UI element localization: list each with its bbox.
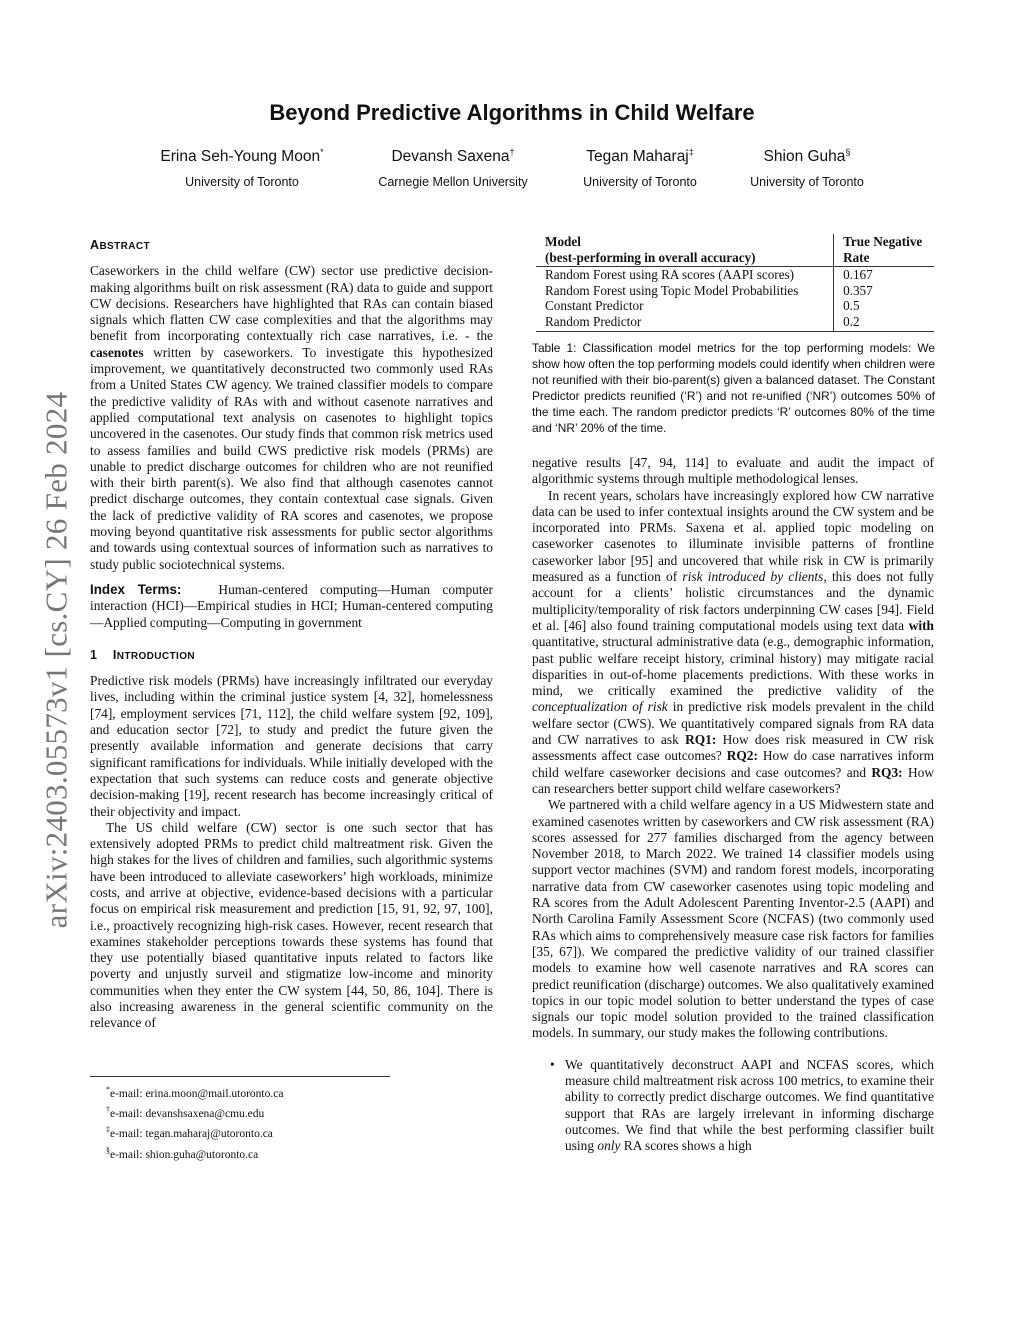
table-caption: Table 1: Classification model metrics for the top performing models: We show how often the top performing models could identify when children were not reunified with their bio-parent(s) given a balanced dataset. The Constant Predictor predicts reunified (‘R’) and not re-unified (‘NR’) outcomes 50% of the time each. The random predictor predicts ‘R’ outcomes 80% of the time and ‘NR’ 20% of the time. [532, 341, 935, 435]
right-paragraph-3: We partnered with a child welfare agency in a US Midwestern state and examined casenotes written by caseworkers and CW risk assessment (RA) scores assessed for 277 families discharged from the agency between November 2018, to March 2022. We trained 14 classifier models using support vector machines (SVM) and random forest models, incorporating narrative data from CW caseworker casenotes using topic modeling and RA scores from the Adult Adolescent Parenting Inventor-2.5 (AAPI) and North Carolina Family Assessment Score (NCFAS) (two commonly used RAs which aims to comprehensively measure case risk factors for families [35, 67]). We compared the predictive validity of our trained classifier models to examine how well casenote narratives and RA scores can predict reunification (discharge) outcomes. We also qualitatively examined topics in our topic model solution to better understand the types of case signals our topic model solution provided to the trained classification models. In summary, our study makes the following contributions. [532, 797, 934, 1041]
right-paragraph-2: In recent years, scholars have increasingly explored how CW narrative data can be used to infer contextual insights around the CW system and be incorporated into PRMs. Saxena et al. applied topic modeling on caseworker casenotes to illuminate invisible patterns of frontline caseworker labor [95] and uncovered that while risk in CW is primarily measured as a function of risk introduced by clients, this does not fully account for a clients’ holistic circumstances and the dynamic multiplicity/temporality of risk factors underpinning CW cases [94]. Field et al. [46] also found training computational models using text data with quantitative, structural administrative data (e.g., demographic information, past public welfare receipt history, criminal history) may mitigate racial disparities in out-of-home placements predictions. With these works in mind, we critically examined the predictive validity of the conceptualization of risk in predictive risk models prevalent in the child welfare sector (CWS). We quantitatively compared signals from RA data and CW narratives to ask RQ1: How does risk measured in CW risk assessments affect case outcomes? RQ2: How do case narratives inform child welfare caseworker decisions and case outcomes? and RQ3: How can researchers better support child welfare caseworkers? [532, 487, 934, 796]
intro-heading: 1 INTRODUCTION [90, 647, 196, 662]
table-row [536, 283, 934, 299]
table-row [536, 267, 934, 283]
author-name: Shion Guha§ [763, 147, 851, 166]
arxiv-identifier [30, 350, 82, 970]
table-header-model: Model (best-performing in overall accuracy) [536, 234, 834, 267]
author-name: Devansh Saxena† [391, 147, 515, 166]
table-cell-rate: 0.357 [834, 283, 934, 299]
table-header-row [536, 234, 934, 267]
author-affiliation: University of Toronto [750, 175, 864, 190]
abstract-text: Caseworkers in the child welfare (CW) sector use predictive decision-making algorithms built on risk assessment (RA) data to guide and support CW decisions. Researchers have highlighted that RAs can contain biased signals which flatten CW case complexities and that the algorithms may benefit from incorporating contextually rich case narratives, i.e. - the casenotes written by caseworkers. To investigate this hypothesized improvement, we quantitatively deconstructed two commonly used RAs from a United States CW agency. We trained classifier models to compare the predictive validity of RAs with and without casenote narratives and applied computational text analysis on casenotes to highlight topics uncovered in the casenotes. Our study finds that common risk metrics used to assess families and build CWS predictive risk models (PRMs) are unable to predict discharge outcomes for children who are not reunified with their birth parent(s). We also find that although casenotes cannot predict discharge outcomes, they contain contextual case signals. Given the lack of predictive validity of RA scores and casenotes, we propose moving beyond quantitative risk assessments for public sector algorithms and towards using contextual sources of information such as narratives to study public sociotechnical systems. [90, 263, 493, 572]
table-row [536, 314, 934, 331]
table-header-rate: True Negative Rate [834, 234, 934, 267]
author-1 [132, 147, 352, 189]
author-affiliation: University of Toronto [583, 175, 697, 190]
list-item: • We quantitatively deconstruct AAPI and NCFAS scores, which measure child maltreatment risk across 100 metrics, to examine their ability to correctly predict discharge outcomes. We find quantitative support that RAs are largely irrelevant in informing discharge outcomes. We find that while the best performing classifier built using only RA scores shows a high [565, 1057, 934, 1155]
index-terms: Index Terms: Human-centered computing—Human computer interaction (HCI)—Empirical studies in HCI; Human-centered computing—Applied computing—Computing in government [90, 581, 494, 630]
left-column [90, 237, 493, 1032]
author-4 [697, 147, 917, 189]
footnote-4: §e-mail: shion.guha@utoronto.ca [106, 1145, 259, 1161]
intro-paragraph-1: Predictive risk models (PRMs) have increasingly infiltrated our everyday lives, including within the criminal justice system [4, 32], homelessness [74], employment services [71, 112], the child welfare system [92, 109], and education sector [72], to study and predict the future given the presently available information and generate decisions that carry significant ramifications for individuals. While initially developed with the expectation that such systems can reduce costs and generate objective decision-making [19], recent research has become increasingly critical of their objectivity and impact. [90, 673, 493, 819]
table-cell-rate: 0.167 [834, 267, 934, 283]
results-table [536, 234, 934, 332]
author-name: Erina Seh-Young Moon* [160, 147, 324, 166]
footnote-rule [90, 1076, 390, 1077]
table-cell-model: Constant Predictor [545, 298, 644, 314]
right-column [532, 455, 934, 1154]
paper-title: Beyond Predictive Algorithms in Child Welfare [269, 100, 755, 125]
index-terms-label: Index Terms: [90, 581, 182, 597]
abstract-heading: ABSTRACT [90, 238, 151, 252]
arxiv-id-text: arXiv:2403.05573v1 [cs.CY] 26 Feb 2024 [38, 391, 74, 929]
table-cell-rate: 0.5 [834, 298, 934, 314]
table-cell-model: Random Forest using Topic Model Probabilities [545, 282, 799, 298]
table-row [536, 298, 934, 314]
table-cell-model: Random Predictor [536, 314, 834, 331]
table-cell-model: Random Forest using RA scores (AAPI scores) [545, 267, 795, 283]
footnote-3: ‡e-mail: tegan.maharaj@utoronto.ca [106, 1125, 273, 1141]
right-paragraph-1: negative results [47, 94, 114] to evaluate and audit the impact of algorithmic systems through multiple methodological lenses. [532, 455, 934, 487]
footnote-2: †e-mail: devanshsaxena@cmu.edu [106, 1105, 265, 1121]
footnote-1: *e-mail: erina.moon@mail.utoronto.ca [106, 1085, 284, 1100]
author-affiliation: Carnegie Mellon University [378, 175, 528, 190]
footnotes [90, 1076, 390, 1163]
author-name: Tegan Maharaj‡ [586, 147, 694, 166]
author-affiliation: University of Toronto [185, 175, 299, 190]
intro-paragraph-2: The US child welfare (CW) sector is one such sector that has extensively adopted PRMs to predict child maltreatment risk. Given the high stakes for the lives of children and families, such algorithmic systems have been introduced to alleviate caseworkers’ high workloads, minimize costs, and arrive at objective, evidence-based decisions with a particular focus on empirical risk measurement and prediction [15, 91, 92, 97, 100], i.e., proactively recognizing high-risk cases. However, recent research that examines stakeholder perceptions towards these systems has found that they use potentially biased quantitative inputs related to factors like poverty and unjustly surveil and stigmatize low-income and minority communities when they enter the CW system [44, 50, 86, 104]. There is also increasing awareness in the general scientific community on the relevance of [90, 819, 493, 1031]
contributions-list [532, 1057, 934, 1155]
table-cell-rate: 0.2 [834, 314, 934, 331]
